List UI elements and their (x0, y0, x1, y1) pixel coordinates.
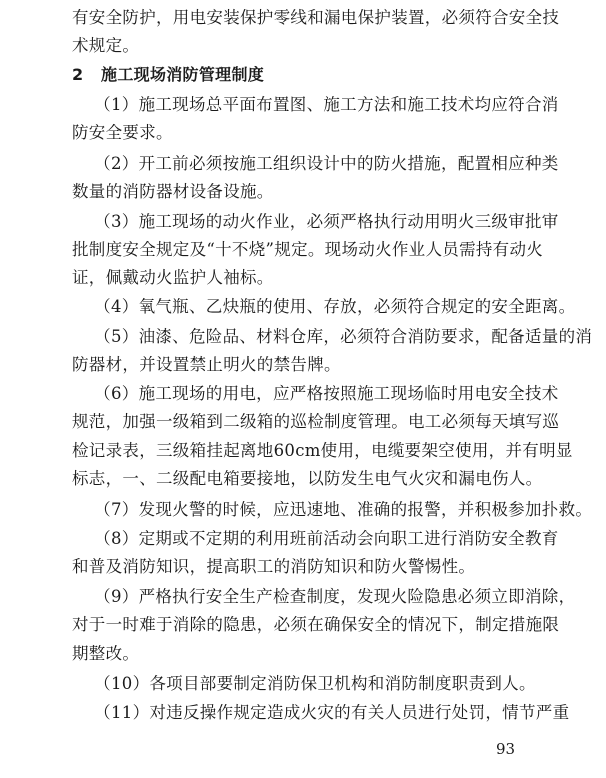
text-line: 检记录表，三级箱挂起离地60cm使用，电缆要架空使用，并有明显 (72, 441, 573, 460)
text-line: 和普及消防知识，提高职工的消防知识和防火警惕性。 (72, 557, 476, 576)
text-line: 证，佩戴动火监护人袖标。 (72, 268, 274, 287)
text-line: （9）严格执行安全生产检查制度，发现火险隐患必须立即消除， (72, 587, 576, 606)
text-line: 标志，一、二级配电箱要接地，以防发生电气火灾和漏电伤人。 (72, 469, 543, 488)
text-line: 有安全防护，用电安装保护零线和漏电保护装置，必须符合安全技 (72, 8, 560, 27)
text-line: （5）油漆、危险品、材料仓库，必须符合消防要求，配备适量的消 (72, 327, 593, 346)
text-line: 数量的消防器材设备设施。 (72, 182, 274, 201)
section-heading: 2 施工现场消防管理制度 (72, 65, 265, 84)
text-line: 批制度安全规定及“十不烧”规定。现场动火作业人员需持有动火 (72, 240, 544, 259)
text-line: （7）发现火警的时候，应迅速地、准确的报警，并积极参加扑救。 (72, 500, 593, 519)
text-line: （10）各项目部要制定消防保卫机构和消防制度职责到人。 (72, 674, 536, 693)
text-line: （3）施工现场的动火作业，必须严格执行动用明火三级审批审 (72, 212, 559, 231)
text-line: 防安全要求。 (72, 123, 173, 142)
text-line: 防器材，并设置禁止明火的禁告牌。 (72, 355, 341, 374)
text-line: （1）施工现场总平面布置图、施工方法和施工技术均应符合消 (72, 95, 559, 114)
text-line: （4）氧气瓶、乙炔瓶的使用、存放，必须符合规定的安全距离。 (72, 297, 576, 316)
text-line: 对于一时难于消除的隐患，必须在确保安全的情况下，制定措施限 (72, 615, 560, 634)
text-line: 规范，加强一级箱到二级箱的巡检制度管理。电工必须每天填写巡 (72, 412, 560, 431)
text-line: （11）对违反操作规定造成火灾的有关人员进行处罚，情节严重 (72, 703, 570, 722)
text-line: （8）定期或不定期的利用班前活动会向职工进行消防安全教育 (72, 529, 559, 548)
text-line: 期整改。 (72, 644, 140, 663)
text-line: （2）开工前必须按施工组织设计中的防火措施，配置相应种类 (72, 154, 559, 173)
page-number: 93 (496, 740, 516, 758)
text-line: 术规定。 (72, 36, 140, 55)
text-line: （6）施工现场的用电，应严格按照施工现场临时用电安全技术 (72, 384, 559, 403)
